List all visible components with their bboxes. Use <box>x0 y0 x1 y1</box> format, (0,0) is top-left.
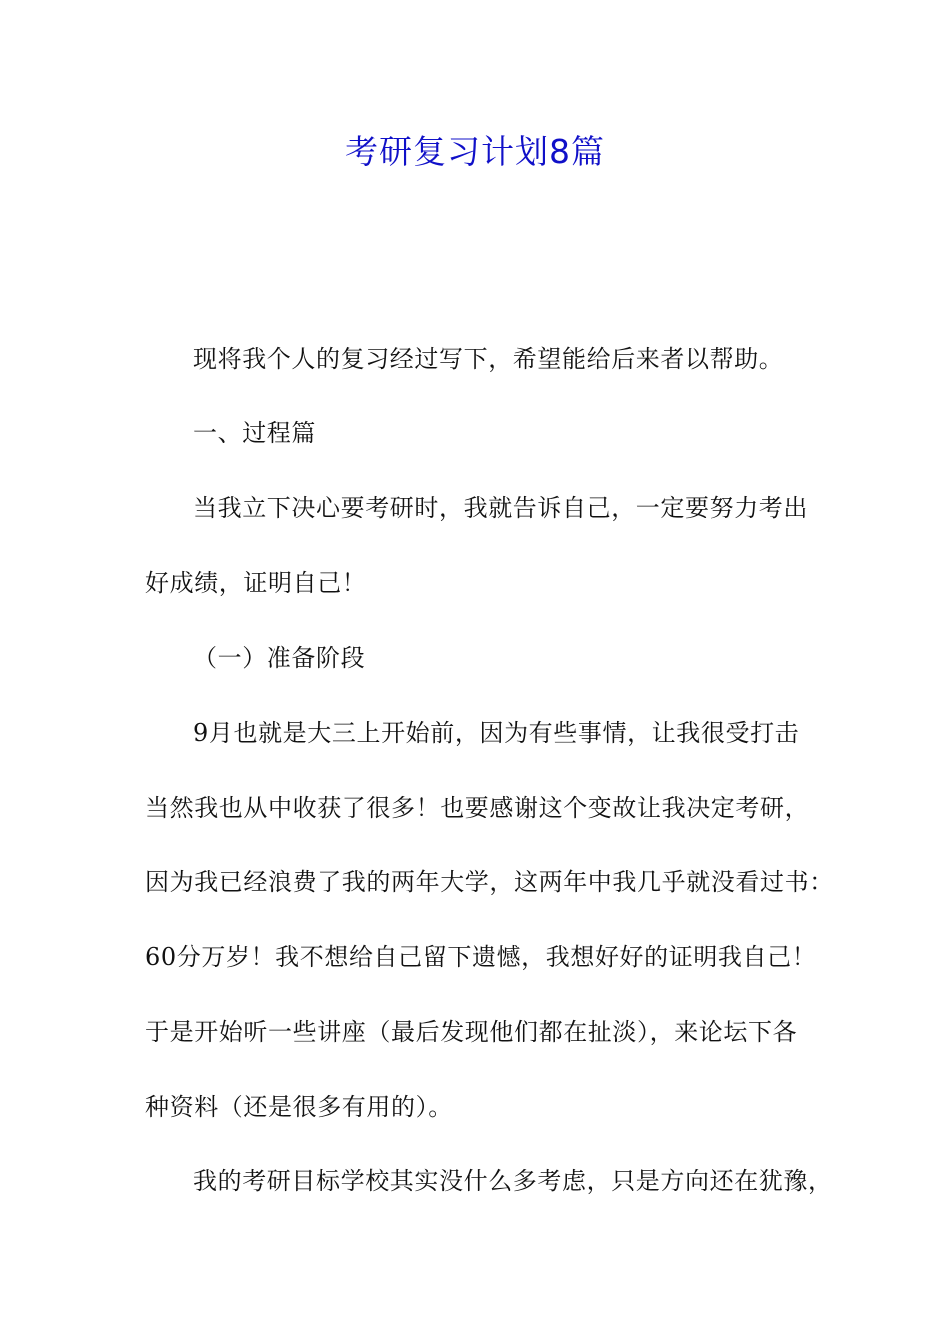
paragraph-line: 60分万岁！我不想给自己留下遗憾，我想好好的证明我自己！ <box>145 943 817 971</box>
section-heading: 一、过程篇 <box>193 419 316 447</box>
document-title: 考研复习计划8篇 <box>345 132 605 171</box>
subsection-heading: （一）准备阶段 <box>193 644 366 672</box>
paragraph-line: 当我立下决心要考研时，我就告诉自己，一定要努力考出 <box>193 494 808 522</box>
paragraph-line: 我的考研目标学校其实没什么多考虑，只是方向还在犹豫， <box>193 1167 833 1195</box>
paragraph-line: 当然我也从中收获了很多！也要感谢这个变故让我决定考研， <box>145 794 810 822</box>
paragraph-line: 于是开始听一些讲座（最后发现他们都在扯淡），来论坛下各 <box>145 1018 798 1046</box>
paragraph-line: 种资料（还是很多有用的）。 <box>145 1093 453 1121</box>
paragraph-line: 9月也就是大三上开始前，因为有些事情，让我很受打击 <box>193 719 800 747</box>
paragraph-line: 好成绩，证明自己！ <box>145 569 367 597</box>
paragraph-line: 现将我个人的复习经过写下，希望能给后来者以帮助。 <box>193 345 784 373</box>
paragraph-line: 因为我已经浪费了我的两年大学，这两年中我几乎就没看过书： <box>145 868 834 896</box>
